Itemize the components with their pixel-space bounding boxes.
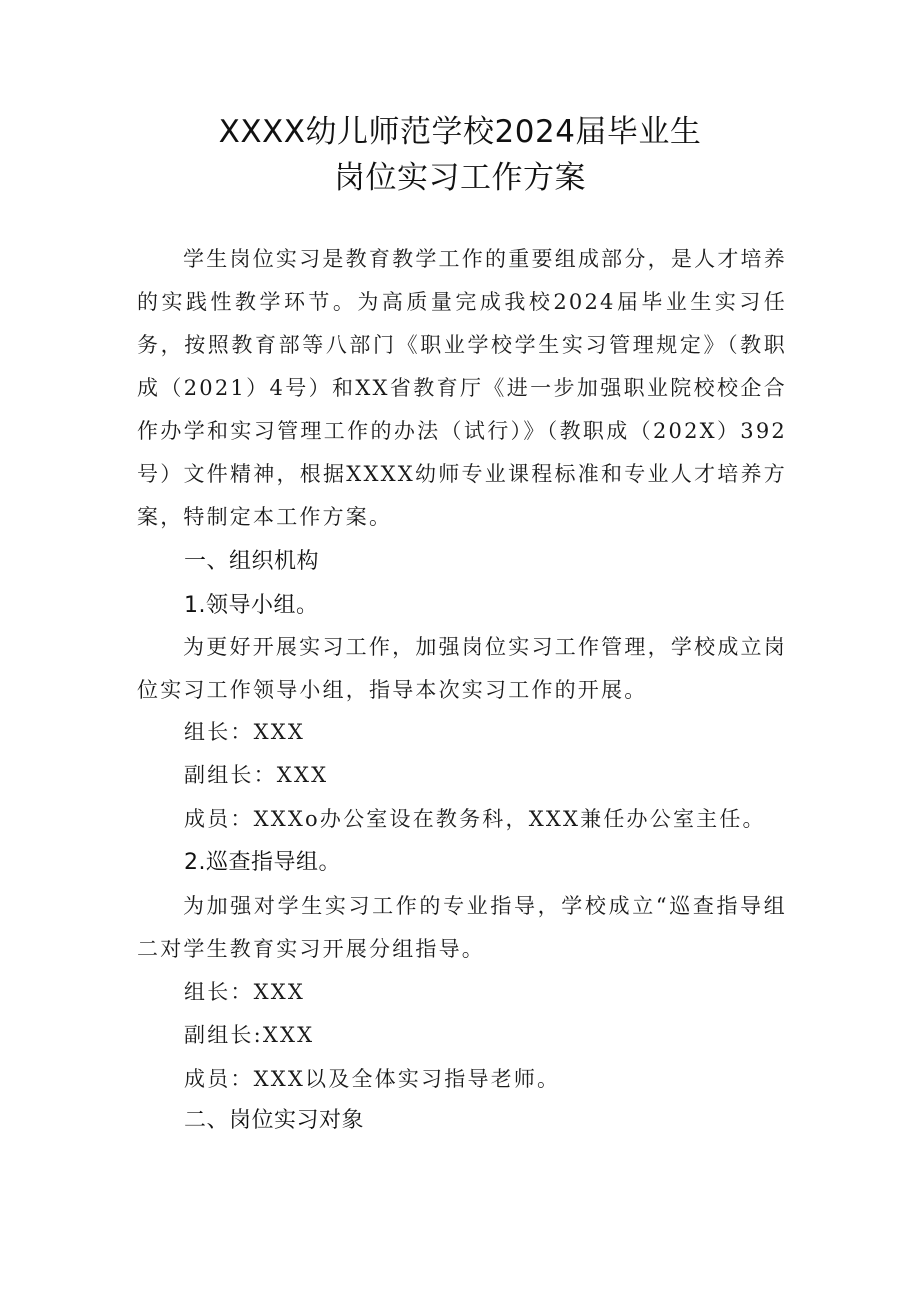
subsection-1-deputy: 副组长：XXX [184,763,329,787]
intro-paragraph: 学生岗位实习是教育教学工作的重要组成部分，是人才培养的实践性教学环节。为高质量完成我校2024届毕业生实习任务，按照教育部等八部门《职业学校学生实习管理规定》（教职成（2021）4号）和XX省教育厅《进一步加强职业院校校企合作办学和实习管理工作的办法（试行）》（教职成（202X）392号）文件精神，根据XXXX幼师专业课程标准和专业人才培养方案，特制定本工作方案。 [137,247,787,529]
subsection-2-paragraph: 为加强对学生实习工作的专业指导，学校成立“巡查指导组二对学生教育实习开展分组指导。 [137,894,787,961]
subsection-1-members: 成员：XXXo办公室设在教务科，XXX兼任办公室主任。 [184,807,766,831]
subsection-2-heading: 2.巡查指导组。 [184,850,341,875]
document-title-line-1: XXXX幼儿师范学校2024届毕业生 [218,114,702,150]
subsection-1-heading: 1.领导小组。 [184,593,319,618]
subsection-2-members: 成员：XXX以及全体实习指导老师。 [184,1067,561,1091]
subsection-2-deputy: 副组长:XXX [184,1023,315,1047]
document-title-line-2: 岗位实习工作方案 [334,160,586,196]
subsection-1-paragraph: 为更好开展实习工作，加强岗位实习工作管理，学校成立岗位实习工作领导小组，指导本次实习工作的开展。 [137,635,787,702]
section-1-heading: 一、组织机构 [184,549,320,574]
subsection-2-leader: 组长：XXX [184,980,306,1004]
section-2-heading: 二、岗位实习对象 [184,1108,365,1133]
subsection-1-leader: 组长：XXX [184,720,306,744]
